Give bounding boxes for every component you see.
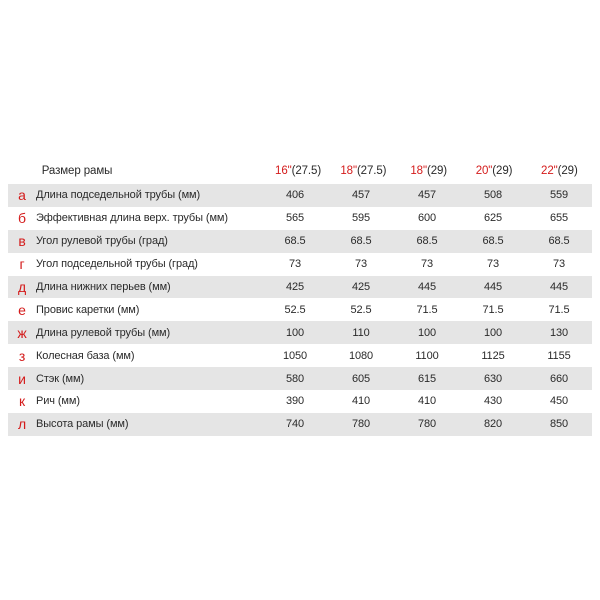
row-label: Стэк (мм) bbox=[36, 372, 85, 385]
size-header-3 bbox=[461, 165, 526, 177]
row-label: Угол рулевой трубы (град) bbox=[36, 235, 168, 248]
frame-geometry-table bbox=[8, 158, 592, 436]
table-row bbox=[8, 253, 592, 276]
table-row bbox=[8, 367, 592, 390]
cell-value: 100 bbox=[417, 326, 437, 339]
cell-value: 71.5 bbox=[482, 303, 504, 316]
cell-value: 71.5 bbox=[548, 303, 570, 316]
cell-value: 600 bbox=[417, 212, 437, 225]
table-row bbox=[8, 184, 592, 207]
header-label: Размер рамы bbox=[41, 165, 113, 177]
cell-value: 559 bbox=[549, 189, 569, 202]
cell-value: 508 bbox=[483, 189, 503, 202]
size-header-1 bbox=[331, 165, 396, 177]
row-letter: и bbox=[18, 370, 26, 387]
cell-value: 660 bbox=[549, 372, 569, 385]
cell-value: 410 bbox=[417, 395, 437, 408]
cell-value: 1080 bbox=[348, 349, 374, 362]
cell-value: 430 bbox=[483, 395, 503, 408]
row-letter: з bbox=[18, 347, 26, 364]
cell-value: 605 bbox=[351, 372, 371, 385]
cell-value: 68.5 bbox=[416, 235, 438, 248]
cell-value: 68.5 bbox=[284, 235, 306, 248]
cell-value: 410 bbox=[351, 395, 371, 408]
cell-value: 73 bbox=[354, 258, 368, 271]
row-letter: ж bbox=[17, 324, 27, 341]
row-label: Длина подседельной трубы (мм) bbox=[36, 189, 201, 202]
row-letter: д bbox=[17, 279, 27, 295]
table-row bbox=[8, 207, 592, 230]
cell-value: 68.5 bbox=[548, 235, 570, 248]
size-header-2 bbox=[396, 165, 461, 177]
table-header-row bbox=[8, 158, 592, 184]
cell-value: 110 bbox=[352, 326, 370, 339]
cell-value: 425 bbox=[285, 281, 305, 293]
wheel-size: (29) bbox=[492, 165, 513, 177]
cell-value: 780 bbox=[417, 418, 437, 431]
size-value: 16" bbox=[275, 165, 292, 177]
cell-value: 1100 bbox=[415, 349, 439, 362]
cell-value: 625 bbox=[483, 212, 503, 225]
row-letter: к bbox=[18, 393, 26, 410]
size-value: 18" bbox=[410, 165, 427, 177]
cell-value: 565 bbox=[285, 212, 305, 225]
cell-value: 457 bbox=[417, 189, 437, 202]
cell-value: 780 bbox=[351, 418, 371, 431]
cell-value: 655 bbox=[549, 212, 569, 225]
cell-value: 73 bbox=[288, 258, 302, 271]
row-label: Колесная база (мм) bbox=[36, 349, 135, 362]
cell-value: 580 bbox=[285, 372, 305, 385]
cell-value: 595 bbox=[351, 212, 371, 225]
cell-value: 820 bbox=[483, 418, 503, 431]
table-row bbox=[8, 276, 592, 299]
cell-value: 73 bbox=[420, 258, 434, 271]
wheel-size: (29) bbox=[426, 165, 448, 177]
cell-value: 68.5 bbox=[350, 235, 372, 248]
cell-value: 450 bbox=[549, 395, 569, 408]
cell-value: 425 bbox=[351, 281, 371, 293]
wheel-size: (27.5) bbox=[291, 165, 322, 177]
row-label: Угол подседельной трубы (град) bbox=[36, 258, 198, 271]
size-value: 22" bbox=[541, 165, 558, 177]
cell-value: 73 bbox=[486, 258, 500, 271]
cell-value: 52.5 bbox=[350, 303, 372, 316]
cell-value: 390 bbox=[285, 395, 305, 408]
cell-value: 630 bbox=[483, 372, 503, 385]
cell-value: 1125 bbox=[481, 349, 505, 362]
table-row bbox=[8, 298, 592, 321]
cell-value: 406 bbox=[285, 189, 305, 202]
row-label: Эффективная длина верх. трубы (мм) bbox=[36, 212, 228, 225]
cell-value: 68.5 bbox=[482, 235, 504, 248]
cell-value: 615 bbox=[417, 372, 437, 385]
cell-value: 445 bbox=[483, 281, 503, 293]
cell-value: 457 bbox=[351, 189, 371, 202]
row-label: Длина рулевой трубы (мм) bbox=[36, 326, 171, 339]
table-row bbox=[8, 390, 592, 413]
cell-value: 1050 bbox=[282, 349, 308, 362]
row-letter: в bbox=[18, 233, 26, 250]
row-label: Провис каретки (мм) bbox=[36, 303, 140, 316]
row-letter: г bbox=[19, 256, 25, 273]
cell-value: 850 bbox=[549, 418, 569, 431]
cell-value: 73 bbox=[552, 258, 566, 271]
table-row bbox=[8, 344, 592, 367]
row-letter: а bbox=[18, 187, 26, 204]
cell-value: 130 bbox=[549, 326, 569, 339]
table-row bbox=[8, 230, 592, 253]
size-value: 20" bbox=[475, 165, 493, 177]
table-row bbox=[8, 413, 592, 436]
cell-value: 1155 bbox=[547, 349, 571, 362]
table-row bbox=[8, 321, 592, 344]
cell-value: 740 bbox=[285, 418, 305, 431]
size-header-0 bbox=[265, 165, 330, 177]
cell-value: 71.5 bbox=[416, 303, 438, 316]
cell-value: 100 bbox=[483, 326, 503, 339]
cell-value: 445 bbox=[549, 281, 569, 293]
row-letter: л bbox=[17, 416, 27, 433]
cell-value: 445 bbox=[417, 281, 437, 293]
row-letter: е bbox=[18, 301, 26, 318]
wheel-size: (27.5) bbox=[356, 165, 387, 177]
row-label: Длина нижних перьев (мм) bbox=[36, 281, 171, 293]
row-label: Высота рамы (мм) bbox=[36, 418, 129, 431]
size-header-4 bbox=[527, 165, 592, 177]
row-label: Рич (мм) bbox=[36, 395, 80, 408]
cell-value: 52.5 bbox=[284, 303, 306, 316]
wheel-size: (29) bbox=[557, 165, 578, 177]
row-letter: б bbox=[18, 210, 26, 227]
cell-value: 100 bbox=[285, 326, 305, 339]
size-value: 18" bbox=[340, 165, 357, 177]
